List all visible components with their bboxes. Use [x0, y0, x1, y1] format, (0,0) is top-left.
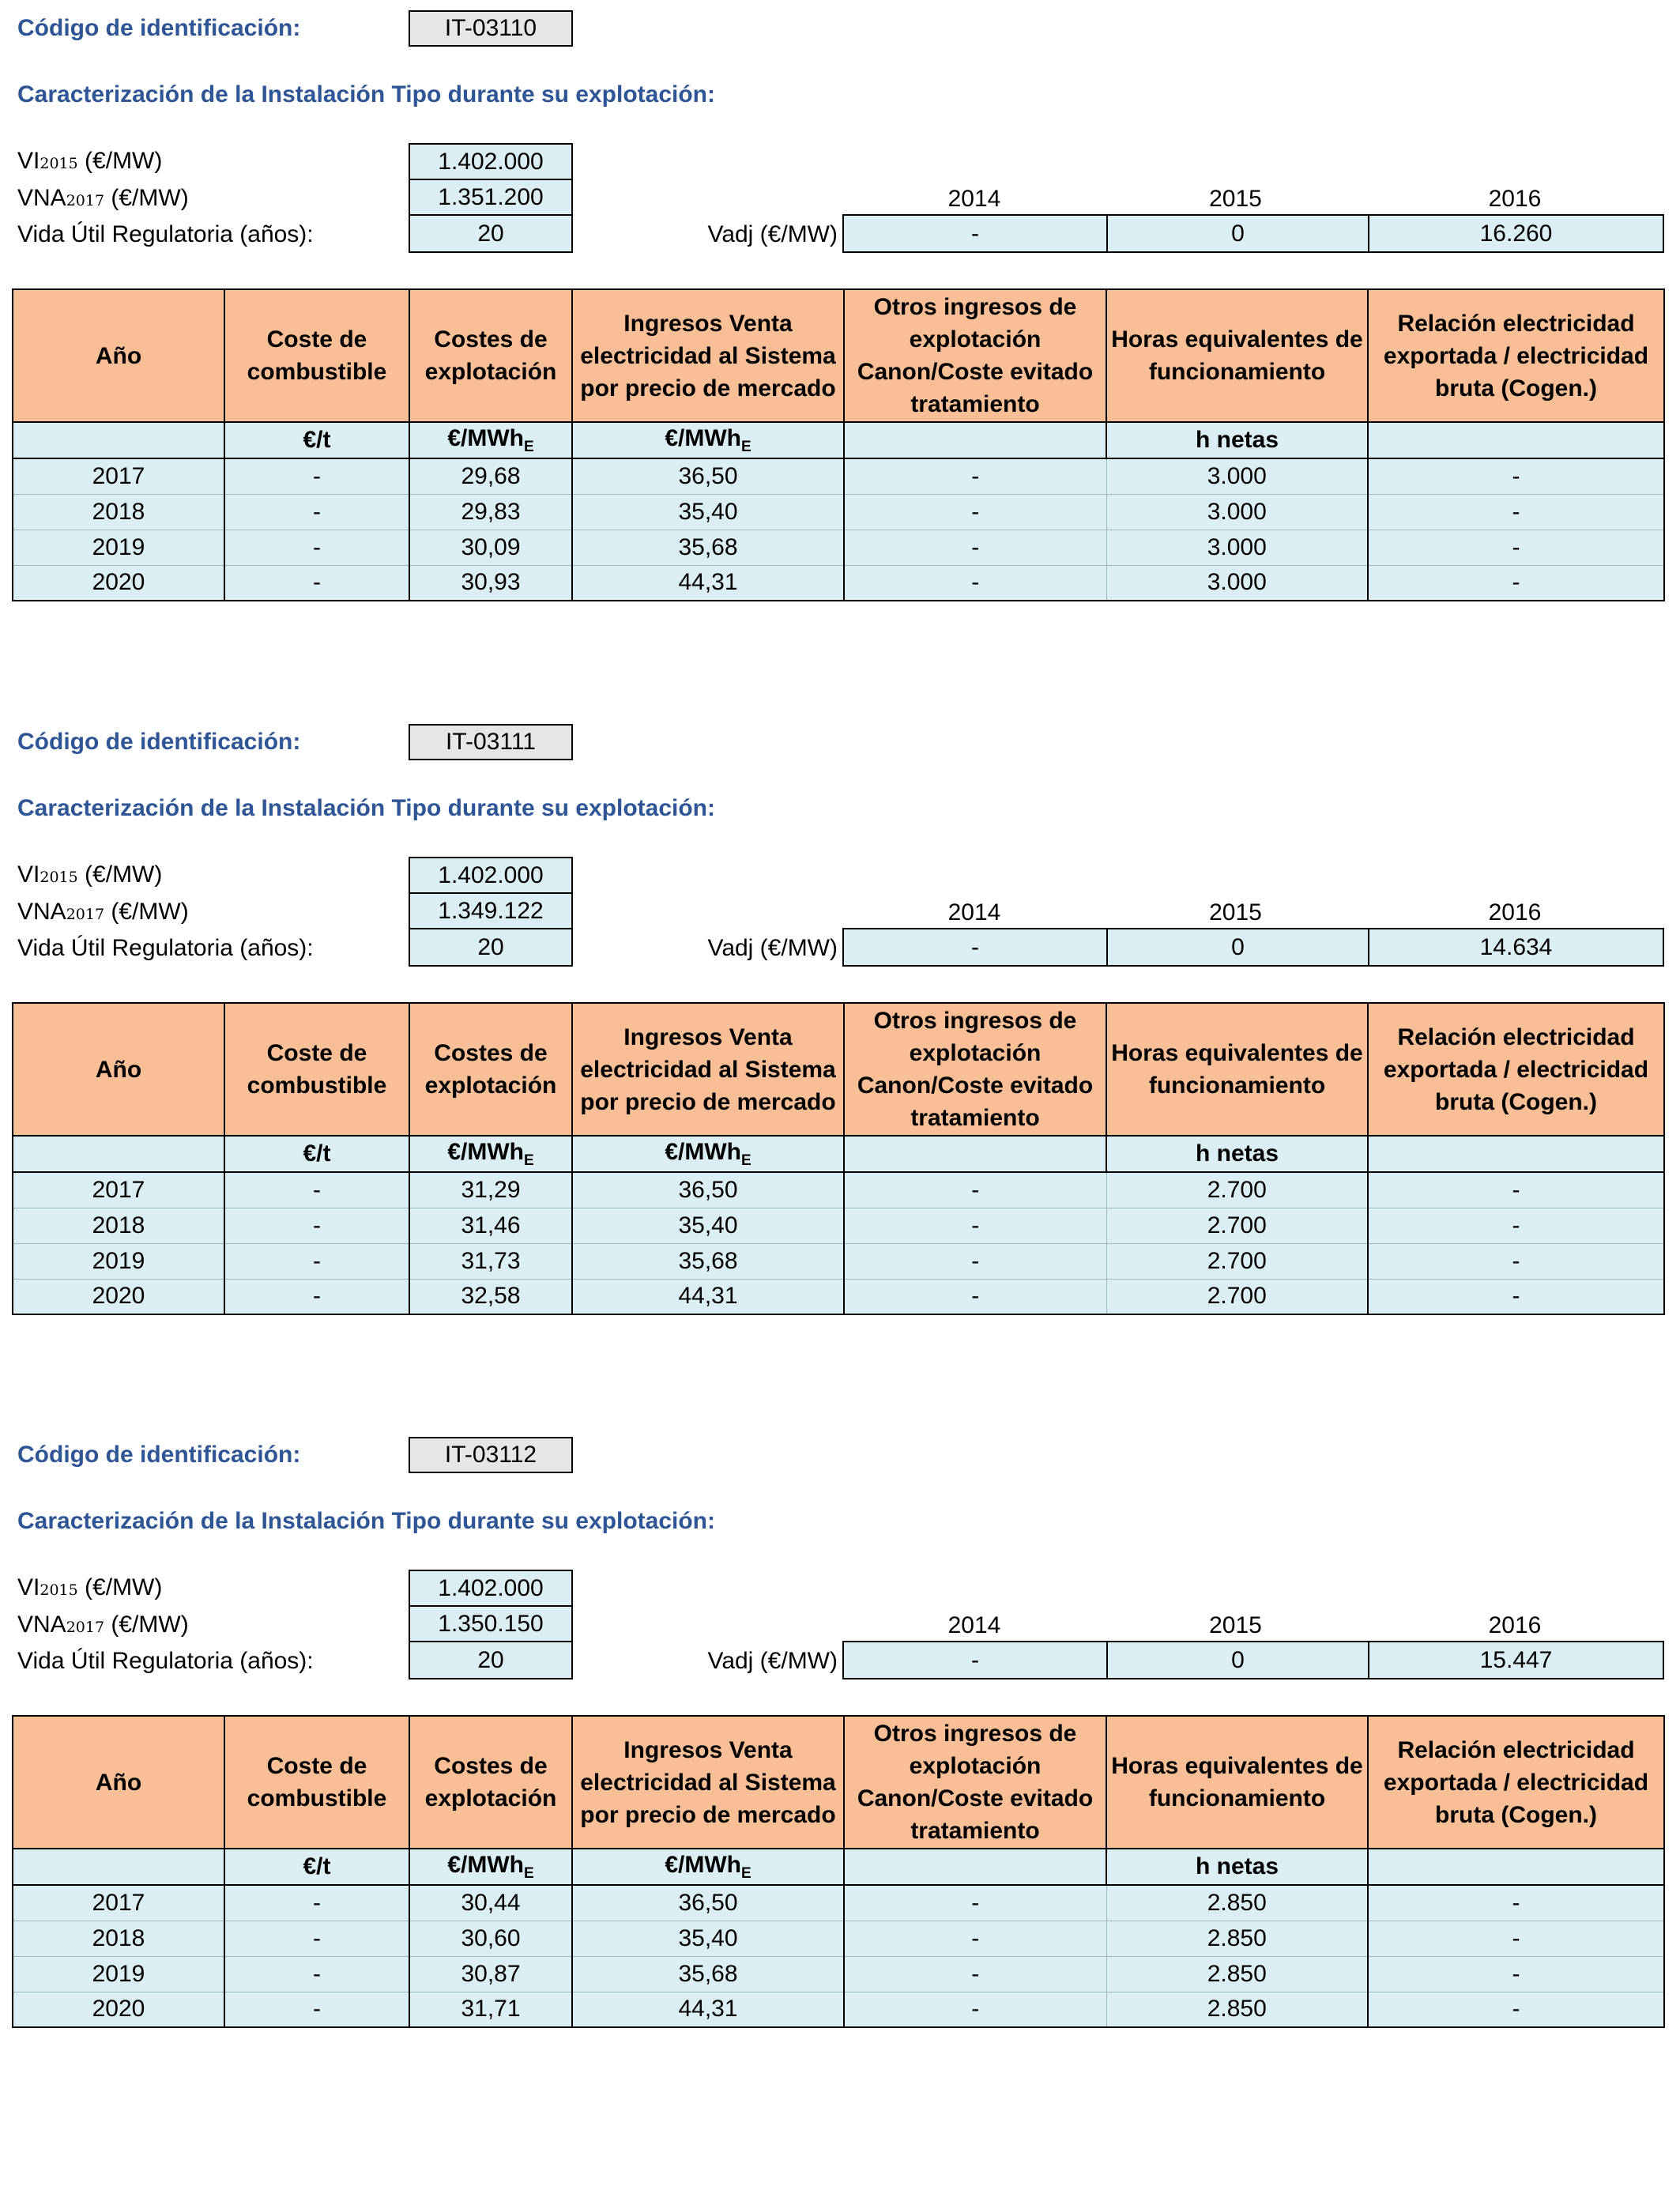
- unit-relacion: [1368, 1136, 1664, 1172]
- table-row: [13, 1885, 1664, 1921]
- caracterizacion-heading: Caracterización de la Instalación Tipo durante su explotación:: [17, 1508, 715, 1534]
- vna-label: VNA2017 (€/MW): [17, 899, 189, 925]
- units-row: [13, 1849, 1664, 1885]
- year-2014-label: 2014: [947, 899, 1001, 925]
- header-ingresos-venta: Ingresos Venta electricidad al Sistema por precio de mercado: [572, 289, 844, 422]
- cell-horas: 2.850: [1106, 1885, 1368, 1921]
- unit-relacion: [1368, 422, 1664, 458]
- vi-value: 1.402.000: [409, 857, 573, 894]
- unit-horas: h netas: [1106, 422, 1368, 458]
- codigo-label: Código de identificación:: [17, 15, 301, 41]
- cell-otros: -: [844, 1921, 1106, 1956]
- vida-util-value: 20: [409, 928, 573, 967]
- cell-ingresos: 36,50: [572, 1172, 844, 1208]
- cell-combustible: -: [224, 1279, 409, 1314]
- cell-explotacion: 31,46: [409, 1208, 572, 1243]
- vi-label: VI2015 (€/MW): [17, 148, 163, 174]
- installation-section: [0, 1427, 1680, 2059]
- header-anio: Año: [13, 1003, 224, 1136]
- vadj-2014-value: -: [971, 220, 979, 247]
- cell-combustible: -: [224, 1172, 409, 1208]
- vna-value: 1.351.200: [409, 179, 573, 216]
- vadj-label: Vadj (€/MW): [707, 935, 838, 961]
- cell-explotacion: 29,68: [409, 458, 572, 494]
- table-row: [13, 1992, 1664, 2027]
- table-row: [13, 530, 1664, 565]
- year-2015-label: 2015: [1209, 1612, 1262, 1638]
- cell-combustible: -: [224, 1992, 409, 2027]
- unit-explotacion: €/MWh$_E$: [409, 1849, 572, 1885]
- cell-relacion: -: [1368, 565, 1664, 601]
- cell-horas: 3.000: [1106, 565, 1368, 601]
- cell-combustible: -: [224, 565, 409, 601]
- header-relacion-electricidad: Relación electricidad exportada / electricidad bruta (Cogen.): [1368, 1003, 1664, 1136]
- cell-horas: 2.850: [1106, 1921, 1368, 1956]
- cell-ingresos: 44,31: [572, 1279, 844, 1314]
- unit-otros: [844, 1136, 1106, 1172]
- cell-explotacion: 30,44: [409, 1885, 572, 1921]
- table-row: [13, 494, 1664, 530]
- cell-combustible: -: [224, 458, 409, 494]
- cell-otros: -: [844, 1956, 1106, 1992]
- header-relacion-electricidad: Relación electricidad exportada / electricidad bruta (Cogen.): [1368, 289, 1664, 422]
- cell-combustible: -: [224, 494, 409, 530]
- installation-section: [0, 0, 1680, 632]
- cell-horas: 3.000: [1106, 530, 1368, 565]
- cell-relacion: -: [1368, 1172, 1664, 1208]
- vadj-2014-value: -: [971, 1646, 979, 1673]
- table-header-row: [13, 289, 1664, 422]
- cell-explotacion: 30,60: [409, 1921, 572, 1956]
- cell-horas: 3.000: [1106, 494, 1368, 530]
- unit-ingresos: €/MWh$_E$: [572, 1136, 844, 1172]
- cell-explotacion: 30,09: [409, 530, 572, 565]
- vi-label: VI2015 (€/MW): [17, 861, 163, 888]
- cell-relacion: -: [1368, 1243, 1664, 1279]
- cell-horas: 2.700: [1106, 1172, 1368, 1208]
- table-row: [13, 1172, 1664, 1208]
- codigo-label: Código de identificación:: [17, 729, 301, 755]
- cell-explotacion: 32,58: [409, 1279, 572, 1314]
- cell-otros: -: [844, 1172, 1106, 1208]
- unit-combustible: €/t: [224, 1136, 409, 1172]
- cell-relacion: -: [1368, 1956, 1664, 1992]
- header-ingresos-venta: Ingresos Venta electricidad al Sistema por precio de mercado: [572, 1003, 844, 1136]
- installation-section: [0, 714, 1680, 1346]
- cell-otros: -: [844, 1992, 1106, 2027]
- cell-otros: -: [844, 565, 1106, 601]
- vida-util-label: Vida Útil Regulatoria (años):: [17, 1648, 314, 1674]
- caracterizacion-heading: Caracterización de la Instalación Tipo durante su explotación:: [17, 795, 715, 821]
- header-coste-combustible: Coste de combustible: [224, 1003, 409, 1136]
- id-code-box: IT-03110: [409, 10, 573, 47]
- header-horas-equivalentes: Horas equivalentes de funcionamiento: [1106, 1716, 1368, 1849]
- table-row: [13, 1243, 1664, 1279]
- cell-ingresos: 36,50: [572, 458, 844, 494]
- vna-label: VNA2017 (€/MW): [17, 185, 189, 211]
- header-ingresos-venta: Ingresos Venta electricidad al Sistema por precio de mercado: [572, 1716, 844, 1849]
- header-anio: Año: [13, 289, 224, 422]
- table-row: [13, 1956, 1664, 1992]
- cell-relacion: -: [1368, 1279, 1664, 1314]
- cell-combustible: -: [224, 1885, 409, 1921]
- unit-otros: [844, 1849, 1106, 1885]
- cell-anio: 2017: [13, 1172, 224, 1208]
- vadj-label: Vadj (€/MW): [707, 1648, 838, 1674]
- units-row: [13, 422, 1664, 458]
- cell-relacion: -: [1368, 1921, 1664, 1956]
- cell-anio: 2018: [13, 1921, 224, 1956]
- cell-explotacion: 30,87: [409, 1956, 572, 1992]
- operating-data-table: [12, 1002, 1665, 1315]
- cell-combustible: -: [224, 1921, 409, 1956]
- cell-anio: 2019: [13, 1956, 224, 1992]
- unit-anio: [13, 1136, 224, 1172]
- header-costes-explotacion: Costes de explotación: [409, 1003, 572, 1136]
- header-relacion-electricidad: Relación electricidad exportada / electricidad bruta (Cogen.): [1368, 1716, 1664, 1849]
- cell-relacion: -: [1368, 458, 1664, 494]
- cell-explotacion: 29,83: [409, 494, 572, 530]
- cell-relacion: -: [1368, 494, 1664, 530]
- cell-horas: 2.850: [1106, 1992, 1368, 2027]
- cell-relacion: -: [1368, 1208, 1664, 1243]
- cell-horas: 2.700: [1106, 1208, 1368, 1243]
- vadj-values-row: [842, 928, 1664, 967]
- cell-otros: -: [844, 1208, 1106, 1243]
- vadj-2016-value: 16.260: [1368, 216, 1663, 251]
- vida-util-label: Vida Útil Regulatoria (años):: [17, 221, 314, 247]
- vna-label: VNA2017 (€/MW): [17, 1612, 189, 1638]
- year-2014-label: 2014: [947, 186, 1001, 212]
- header-coste-combustible: Coste de combustible: [224, 1716, 409, 1849]
- table-row: [13, 565, 1664, 601]
- year-2016-label: 2016: [1488, 1612, 1542, 1638]
- table-row: [13, 1208, 1664, 1243]
- cell-anio: 2018: [13, 494, 224, 530]
- cell-otros: -: [844, 1885, 1106, 1921]
- vna-value: 1.349.122: [409, 892, 573, 929]
- cell-anio: 2020: [13, 1992, 224, 2027]
- cell-ingresos: 35,68: [572, 530, 844, 565]
- cell-ingresos: 44,31: [572, 1992, 844, 2027]
- vadj-2016-value: 15.447: [1368, 1642, 1663, 1678]
- unit-combustible: €/t: [224, 422, 409, 458]
- cell-anio: 2019: [13, 530, 224, 565]
- cell-anio: 2017: [13, 1885, 224, 1921]
- header-otros-ingresos: Otros ingresos de explotación Canon/Coste evitado tratamiento: [844, 1716, 1106, 1849]
- operating-data-table: [12, 288, 1665, 601]
- header-costes-explotacion: Costes de explotación: [409, 1716, 572, 1849]
- table-row: [13, 1279, 1664, 1314]
- units-row: [13, 1136, 1664, 1172]
- cell-ingresos: 36,50: [572, 1885, 844, 1921]
- cell-ingresos: 44,31: [572, 565, 844, 601]
- cell-anio: 2020: [13, 1279, 224, 1314]
- unit-ingresos: €/MWh$_E$: [572, 1849, 844, 1885]
- cell-combustible: -: [224, 1956, 409, 1992]
- vadj-values-row: [842, 214, 1664, 253]
- unit-explotacion: €/MWh$_E$: [409, 1136, 572, 1172]
- cell-ingresos: 35,40: [572, 1208, 844, 1243]
- table-row: [13, 458, 1664, 494]
- year-2014-label: 2014: [947, 1612, 1001, 1638]
- vadj-2014-value: -: [971, 933, 979, 960]
- vi-value: 1.402.000: [409, 143, 573, 180]
- header-coste-combustible: Coste de combustible: [224, 289, 409, 422]
- vida-util-label: Vida Útil Regulatoria (años):: [17, 935, 314, 961]
- id-code-box: IT-03111: [409, 724, 573, 760]
- vadj-2015-value: 0: [1106, 216, 1368, 251]
- vadj-2016-value: 14.634: [1368, 929, 1663, 965]
- cell-horas: 2.700: [1106, 1279, 1368, 1314]
- cell-relacion: -: [1368, 1885, 1664, 1921]
- unit-relacion: [1368, 1849, 1664, 1885]
- cell-combustible: -: [224, 1243, 409, 1279]
- table-header-row: [13, 1716, 1664, 1849]
- cell-explotacion: 31,73: [409, 1243, 572, 1279]
- year-2016-label: 2016: [1488, 899, 1542, 925]
- cell-otros: -: [844, 530, 1106, 565]
- cell-otros: -: [844, 458, 1106, 494]
- unit-combustible: €/t: [224, 1849, 409, 1885]
- cell-anio: 2018: [13, 1208, 224, 1243]
- cell-explotacion: 31,71: [409, 1992, 572, 2027]
- year-2016-label: 2016: [1488, 186, 1542, 212]
- cell-ingresos: 35,40: [572, 494, 844, 530]
- cell-otros: -: [844, 1279, 1106, 1314]
- cell-anio: 2020: [13, 565, 224, 601]
- header-otros-ingresos: Otros ingresos de explotación Canon/Coste evitado tratamiento: [844, 289, 1106, 422]
- vna-value: 1.350.150: [409, 1605, 573, 1642]
- vi-label: VI2015 (€/MW): [17, 1574, 163, 1600]
- cell-anio: 2017: [13, 458, 224, 494]
- table-header-row: [13, 1003, 1664, 1136]
- caracterizacion-heading: Caracterización de la Instalación Tipo durante su explotación:: [17, 81, 715, 107]
- vadj-label: Vadj (€/MW): [707, 221, 838, 247]
- year-2015-label: 2015: [1209, 186, 1262, 212]
- unit-horas: h netas: [1106, 1136, 1368, 1172]
- cell-horas: 2.850: [1106, 1956, 1368, 1992]
- unit-horas: h netas: [1106, 1849, 1368, 1885]
- unit-otros: [844, 422, 1106, 458]
- unit-anio: [13, 422, 224, 458]
- unit-ingresos: €/MWh$_E$: [572, 422, 844, 458]
- header-anio: Año: [13, 1716, 224, 1849]
- cell-horas: 3.000: [1106, 458, 1368, 494]
- vadj-values-row: [842, 1641, 1664, 1679]
- vadj-2015-value: 0: [1106, 1642, 1368, 1678]
- vadj-2015-value: 0: [1106, 929, 1368, 965]
- operating-data-table: [12, 1715, 1665, 2028]
- header-otros-ingresos: Otros ingresos de explotación Canon/Coste evitado tratamiento: [844, 1003, 1106, 1136]
- id-code-box: IT-03112: [409, 1437, 573, 1473]
- cell-combustible: -: [224, 530, 409, 565]
- codigo-label: Código de identificación:: [17, 1442, 301, 1468]
- cell-relacion: -: [1368, 530, 1664, 565]
- cell-explotacion: 31,29: [409, 1172, 572, 1208]
- cell-ingresos: 35,68: [572, 1956, 844, 1992]
- header-horas-equivalentes: Horas equivalentes de funcionamiento: [1106, 1003, 1368, 1136]
- cell-anio: 2019: [13, 1243, 224, 1279]
- cell-otros: -: [844, 494, 1106, 530]
- cell-horas: 2.700: [1106, 1243, 1368, 1279]
- cell-otros: -: [844, 1243, 1106, 1279]
- cell-relacion: -: [1368, 1992, 1664, 2027]
- vi-value: 1.402.000: [409, 1570, 573, 1607]
- header-costes-explotacion: Costes de explotación: [409, 289, 572, 422]
- cell-ingresos: 35,40: [572, 1921, 844, 1956]
- table-row: [13, 1921, 1664, 1956]
- cell-explotacion: 30,93: [409, 565, 572, 601]
- year-2015-label: 2015: [1209, 899, 1262, 925]
- vida-util-value: 20: [409, 214, 573, 253]
- unit-explotacion: €/MWh$_E$: [409, 422, 572, 458]
- header-horas-equivalentes: Horas equivalentes de funcionamiento: [1106, 289, 1368, 422]
- cell-combustible: -: [224, 1208, 409, 1243]
- vida-util-value: 20: [409, 1641, 573, 1679]
- unit-anio: [13, 1849, 224, 1885]
- cell-ingresos: 35,68: [572, 1243, 844, 1279]
